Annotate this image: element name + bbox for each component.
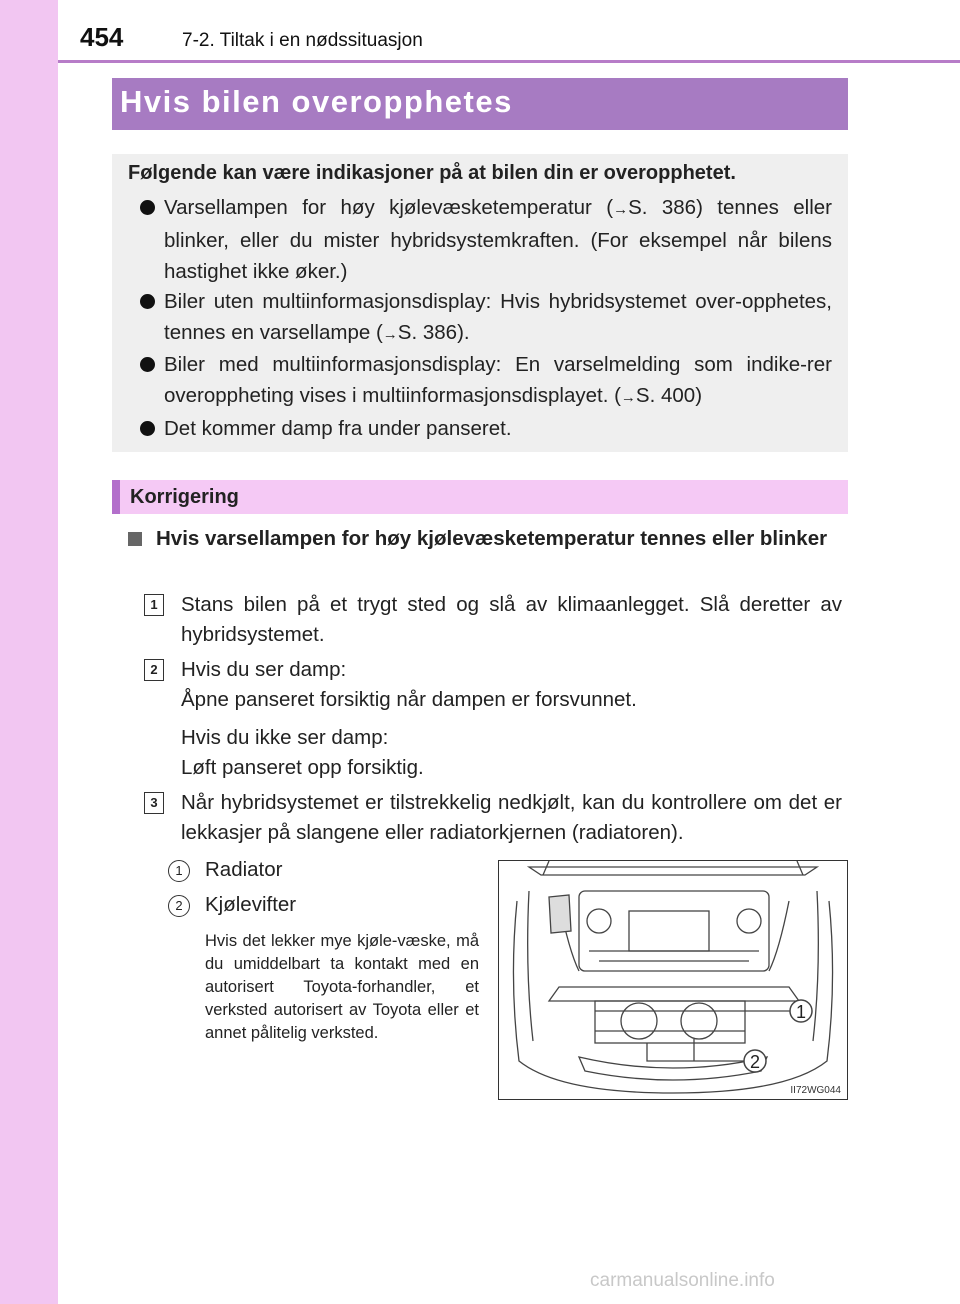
bullet-dot-icon — [140, 200, 155, 215]
step-2 — [144, 655, 842, 783]
step-number-badge: 2 — [144, 659, 164, 681]
arrow-icon: → — [613, 201, 629, 218]
warning-note: Hvis det lekker mye kjøle-væske, må du umiddelbart ta kontakt med en autorisert Toyota-forhandler, et verksted autorisert av Toyota eller et annet pålitelig verksted. — [205, 932, 479, 1042]
section-label: Korrigering — [130, 486, 239, 508]
section-bar-stripe — [112, 480, 120, 514]
bullet-text: ) tennes eller blinker, eller du mister hybridsystemkraften. (For eksempel når bilens hastighet ikke øker.) — [164, 196, 832, 283]
page-sidebar — [0, 0, 58, 1304]
info-bullet — [136, 192, 832, 287]
step-1 — [144, 590, 842, 650]
engine-bay-drawing — [499, 861, 847, 1099]
bullet-dot-icon — [140, 421, 155, 436]
callout-label: Kjølevifter — [205, 893, 297, 916]
title-bar — [112, 78, 848, 130]
section-bar — [112, 480, 848, 514]
callout-label: Radiator — [205, 858, 283, 881]
square-bullet-icon — [128, 532, 142, 546]
bullet-text: Varsellampen for høy kjølevæsketemperatur ( — [164, 196, 614, 219]
info-box-heading: Følgende kan være indikasjoner på at bilen din er overopphetet. — [128, 162, 736, 184]
info-box — [112, 154, 848, 452]
step-line: Åpne panseret forsiktig når dampen er forsvunnet. — [181, 688, 637, 711]
callout-number-badge: 2 — [168, 895, 190, 917]
step-text: Stans bilen på et trygt sted og slå av klimaanlegget. Slå deretter av hybridsystemet. — [181, 593, 842, 646]
step-3 — [144, 788, 842, 848]
figure-label-2: 2 — [749, 1052, 761, 1072]
step-line: Hvis du ikke ser damp: — [181, 726, 389, 749]
arrow-icon: → — [382, 326, 398, 343]
step-number-badge: 3 — [144, 792, 164, 814]
bullet-text: ) — [695, 384, 703, 407]
step-text — [181, 655, 842, 783]
chapter-title: 7-2. Tiltak i en nødssituasjon — [182, 30, 423, 51]
step-line: Hvis du ser damp: — [181, 658, 347, 681]
page-reference[interactable]: S. 386 — [397, 321, 458, 344]
step-number-badge: 1 — [144, 594, 164, 616]
watermark: carmanualsonline.info — [590, 1270, 775, 1291]
figure-label-1: 1 — [795, 1002, 807, 1022]
bullet-dot-icon — [140, 357, 155, 372]
bullet-text: ). — [457, 321, 470, 344]
sub-heading — [128, 524, 842, 554]
callout-number-badge: 1 — [168, 860, 190, 882]
bullet-text: Biler uten multiinformasjonsdisplay: Hvis hybridsystemet over-opphetes, tennes en varsellampe ( — [164, 290, 832, 344]
bullet-dot-icon — [140, 294, 155, 309]
info-bullet — [136, 413, 832, 444]
step-text: Når hybridsystemet er tilstrekkelig nedkjølt, kan du kontrollere om det er lekkasjer på slangene eller radiatorkjernen (radiatoren). — [181, 791, 842, 844]
page-number: 454 — [80, 22, 124, 52]
bullet-text: Biler med multiinformasjonsdisplay: En varselmelding som indike-rer overoppheting vises i multiinformasjonsdisplayet. ( — [164, 353, 832, 407]
step-line: Løft panseret opp forsiktig. — [181, 756, 424, 779]
page-reference[interactable]: S. 400 — [635, 384, 696, 407]
engine-bay-illustration — [498, 860, 848, 1100]
info-bullet — [136, 286, 832, 350]
arrow-icon: → — [620, 389, 636, 406]
header-divider — [58, 60, 960, 63]
page-reference[interactable]: S. 386 — [628, 196, 697, 219]
page-title: Hvis bilen overopphetes — [120, 84, 513, 119]
bullet-text: Det kommer damp fra under panseret. — [164, 417, 512, 440]
info-bullet — [136, 349, 832, 413]
figure-code: II72WG044 — [790, 1085, 841, 1096]
sub-heading-text: Hvis varsellampen for høy kjølevæsketemperatur tennes eller blinker — [156, 527, 828, 550]
